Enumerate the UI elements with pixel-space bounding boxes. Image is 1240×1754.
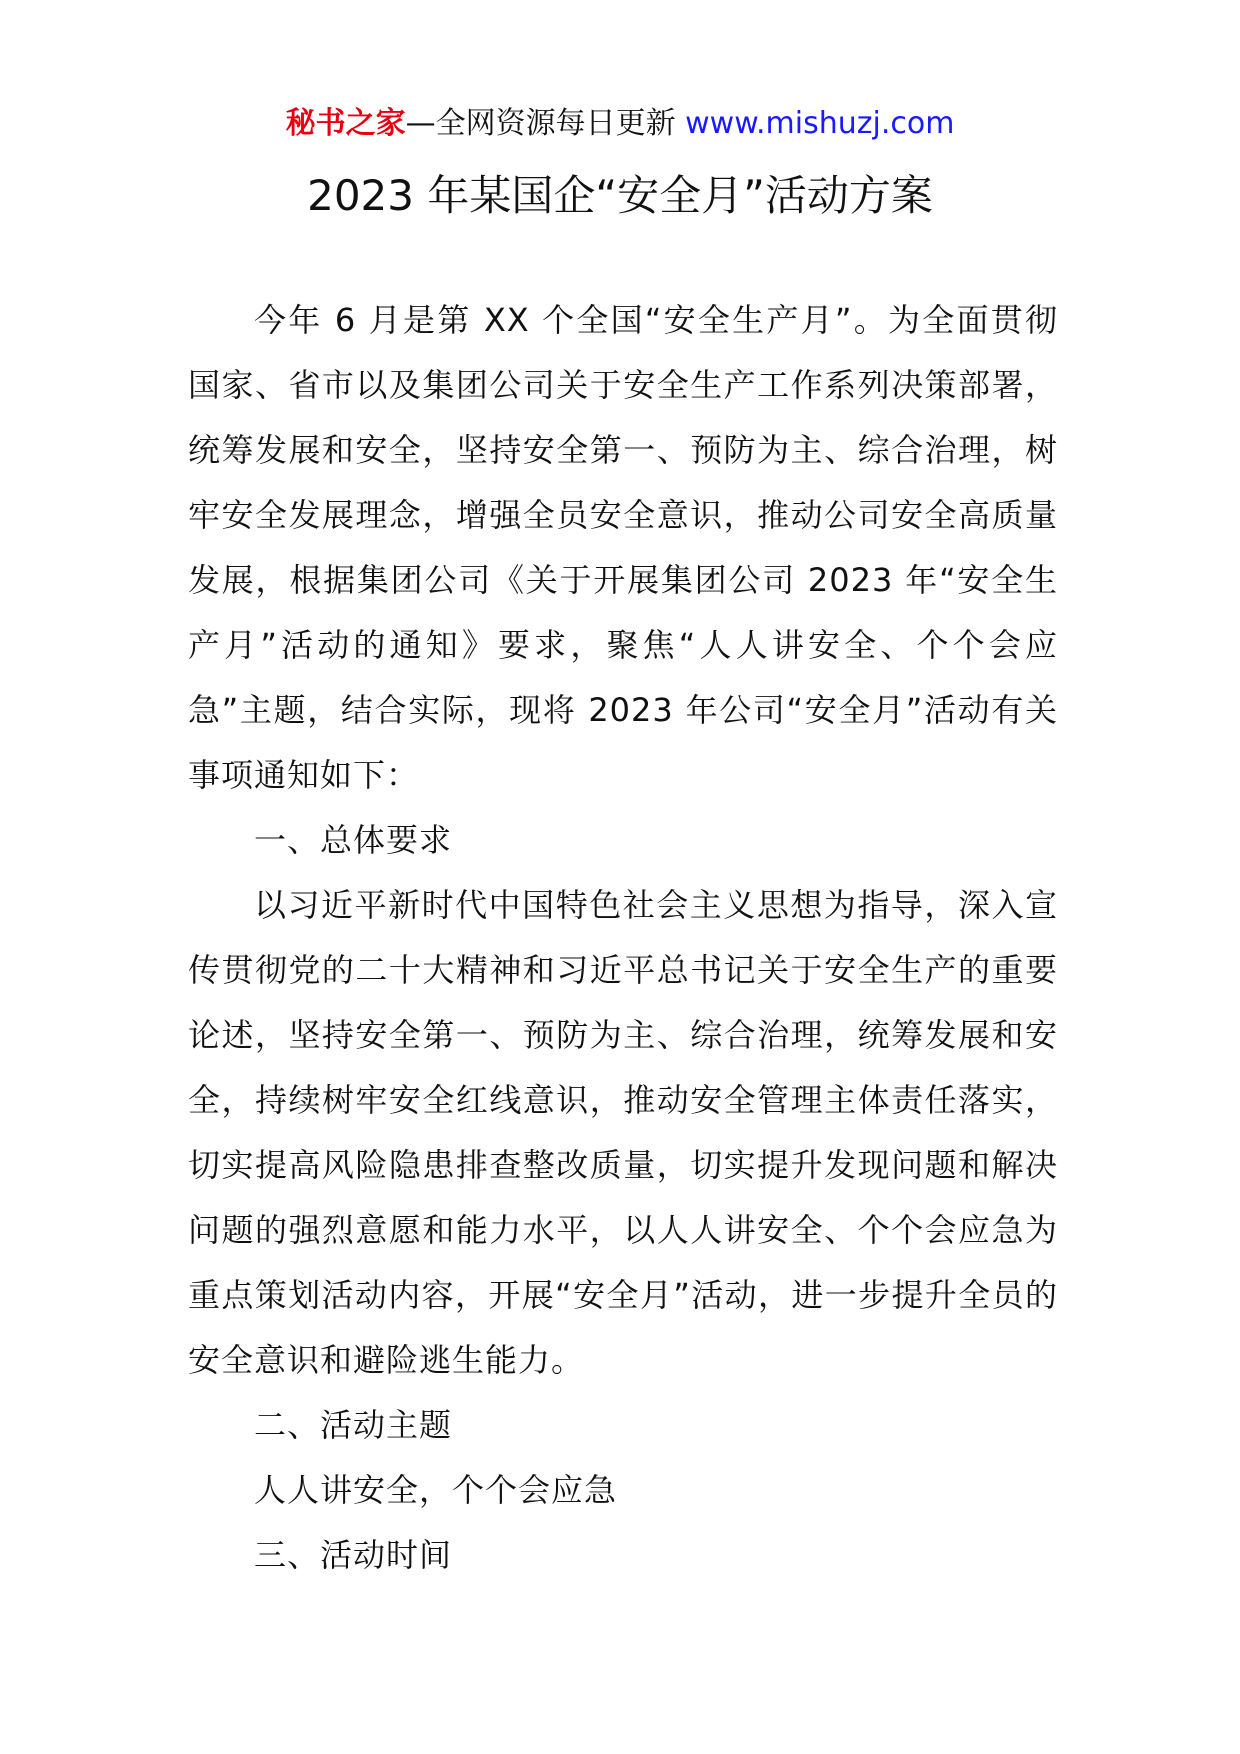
- section-heading-activity-theme: 二、活动主题: [254, 1406, 453, 1444]
- brand-name: 秘书之家: [285, 106, 406, 141]
- site-url-link[interactable]: www.mishuzj.com: [685, 106, 955, 141]
- document-body: [188, 288, 1058, 1588]
- document-title: 2023 年某国企“安全月”活动方案: [307, 171, 933, 220]
- section-heading-activity-time: 三、活动时间: [254, 1536, 453, 1574]
- site-header: [0, 102, 1240, 146]
- general-requirements-paragraph: 以习近平新时代中国特色社会主义思想为指导，深入宣传贯彻党的二十大精神和习近平总书记关于安全生产的重要论述，坚持安全第一、预防为主、综合治理，统筹发展和安全，持续树牢安全红线意识，推动安全管理主体责任落实，切实提高风险隐患排查整改质量，切实提升发现问题和解决问题的强烈意愿和能力水平，以人人讲安全、个个会应急为重点策划活动内容，开展“安全月”活动，进一步提升全员的安全意识和避险逃生能力。: [188, 886, 1058, 1379]
- intro-paragraph: 今年 6 月是第 XX 个全国“安全生产月”。为全面贯彻国家、省市以及集团公司关于安全生产工作系列决策部署，统筹发展和安全，坚持安全第一、预防为主、综合治理，树牢安全发展理念，增强全员安全意识，推动公司安全高质量发展，根据集团公司《关于开展集团公司 2023 年“安全生产月”活动的通知》要求，聚焦“人人讲安全、个个会应急”主题，结合实际，现将 2023 年公司“安全月”活动有关事项通知如下：: [188, 301, 1058, 794]
- header-tagline: —全网资源每日更新: [405, 106, 686, 141]
- section-heading-general-requirements: 一、总体要求: [254, 821, 453, 859]
- activity-theme-paragraph: 人人讲安全，个个会应急: [254, 1471, 618, 1509]
